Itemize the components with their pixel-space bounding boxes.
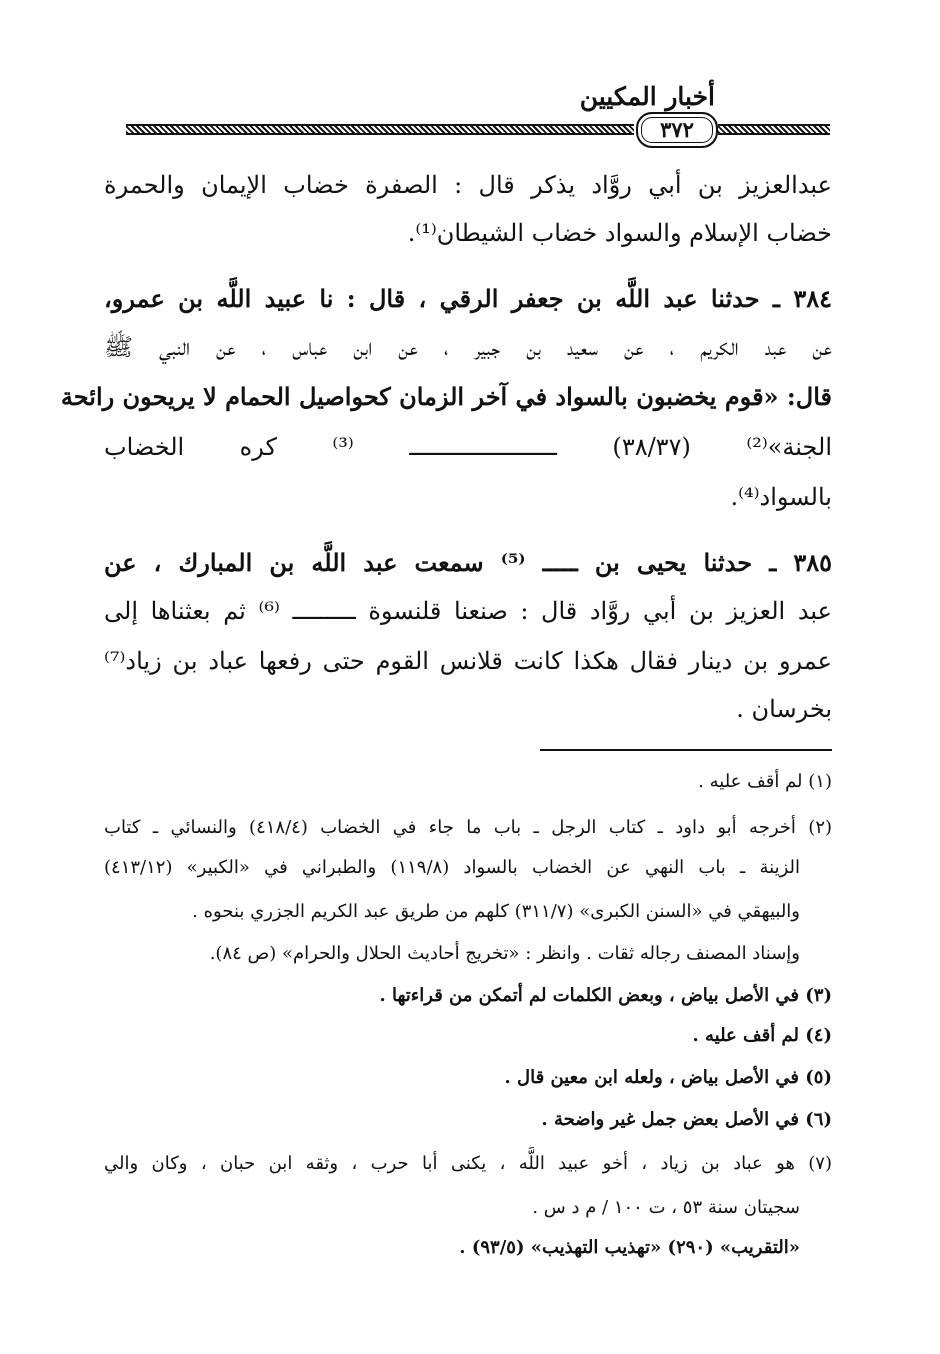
footnote: (٦) في الأصل بعض جمل غير واضحة .: [541, 1109, 832, 1130]
body-line: الجنة»⁽²⁾ (٣٨/٣٧) ـــــــــــــــــــــ ⁽³⁾ كره الخضاب: [104, 433, 833, 461]
body-line: عمرو بن دينار فقال هكذا كانت قلانس القوم حتى رفعها عباد بن زياد⁽⁷⁾: [104, 647, 832, 675]
body-line: بالسواد⁽⁴⁾.: [730, 483, 832, 511]
body-line: بخرسان .: [736, 695, 832, 723]
footnote-continuation: والبيهقي في «السنن الكبرى» (٣١١/٧) كلهم من طريق عبد الكريم الجزري بنحوه .: [192, 901, 800, 922]
running-title: أخبار المكيين: [579, 82, 715, 111]
footnote: (١) لم أقف عليه .: [698, 771, 832, 792]
header-ornament-rule-left: [126, 124, 634, 135]
footnote: (٤) لم أقف عليه .: [692, 1025, 832, 1046]
footnote: (٧) هو عباد بن زياد ، أخو عبيد اللَّه ، يكنى أبا حرب ، وثقه ابن حبان ، وكان والي: [104, 1153, 832, 1174]
header-ornament-rule-right: [718, 124, 830, 135]
body-line: عبد العزيز بن أبي روَّاد قال : صنعنا قلنسوة ـــــــــ ⁽⁶⁾ ثم بعثناها إلى: [104, 597, 832, 625]
footnote: (٢) أخرجه أبو داود ـ كتاب الرجل ـ باب ما جاء في الخضاب (٤١٨/٤) والنسائي ـ كتاب: [104, 817, 833, 838]
hadith-text-line: قال: «قوم يخضبون بالسواد في آخر الزمان كحواصيل الحمام لا يريحون رائحة: [60, 382, 832, 411]
footnote: (٣) في الأصل بياض ، وبعض الكلمات لم أتمكن من قراءتها .: [379, 985, 832, 1006]
footnote-continuation: الزينة ـ باب النهي عن الخضاب بالسواد (١١٩/٨) والطبراني في «الكبير» (٤١٣/١٢): [104, 857, 800, 878]
body-line: عن عبد الكريم ، عن سعيد بن جبير ، عن ابن عباس ، عن النبي ﷺ: [104, 333, 832, 361]
page-number-badge: ٣٧٢: [636, 112, 718, 148]
footnote-divider: [540, 749, 832, 751]
hadith-384-line: ٣٨٤ ـ حدثنا عبد اللَّه بن جعفر الرقي ، قال : نا عبيد اللَّه بن عمرو،: [104, 284, 832, 313]
body-line: خضاب الإسلام والسواد خضاب الشيطان⁽¹⁾.: [407, 219, 832, 247]
hadith-385-line: ٣٨٥ ـ حدثنا يحيى بن ـــــ ⁽⁵⁾ سمعت عبد اللَّه بن المبارك ، عن: [104, 548, 832, 577]
footnote: (٥) في الأصل بياض ، ولعله ابن معين قال .: [504, 1067, 832, 1088]
footnote-continuation: سجيتان سنة ٥٣ ، ت ١٠٠ / م د س .: [532, 1197, 800, 1218]
body-line: عبدالعزيز بن أبي روَّاد يذكر قال : الصفرة خضاب الإيمان والحمرة: [104, 171, 832, 199]
footnote-continuation: وإسناد المصنف رجاله ثقات . وانظر : «تخريج أحاديث الحلال والحرام» (ص ٨٤).: [209, 943, 800, 964]
footnote-continuation: «التقريب» (٢٩٠) «تهذيب التهذيب» (٩٣/٥) .: [459, 1237, 800, 1258]
